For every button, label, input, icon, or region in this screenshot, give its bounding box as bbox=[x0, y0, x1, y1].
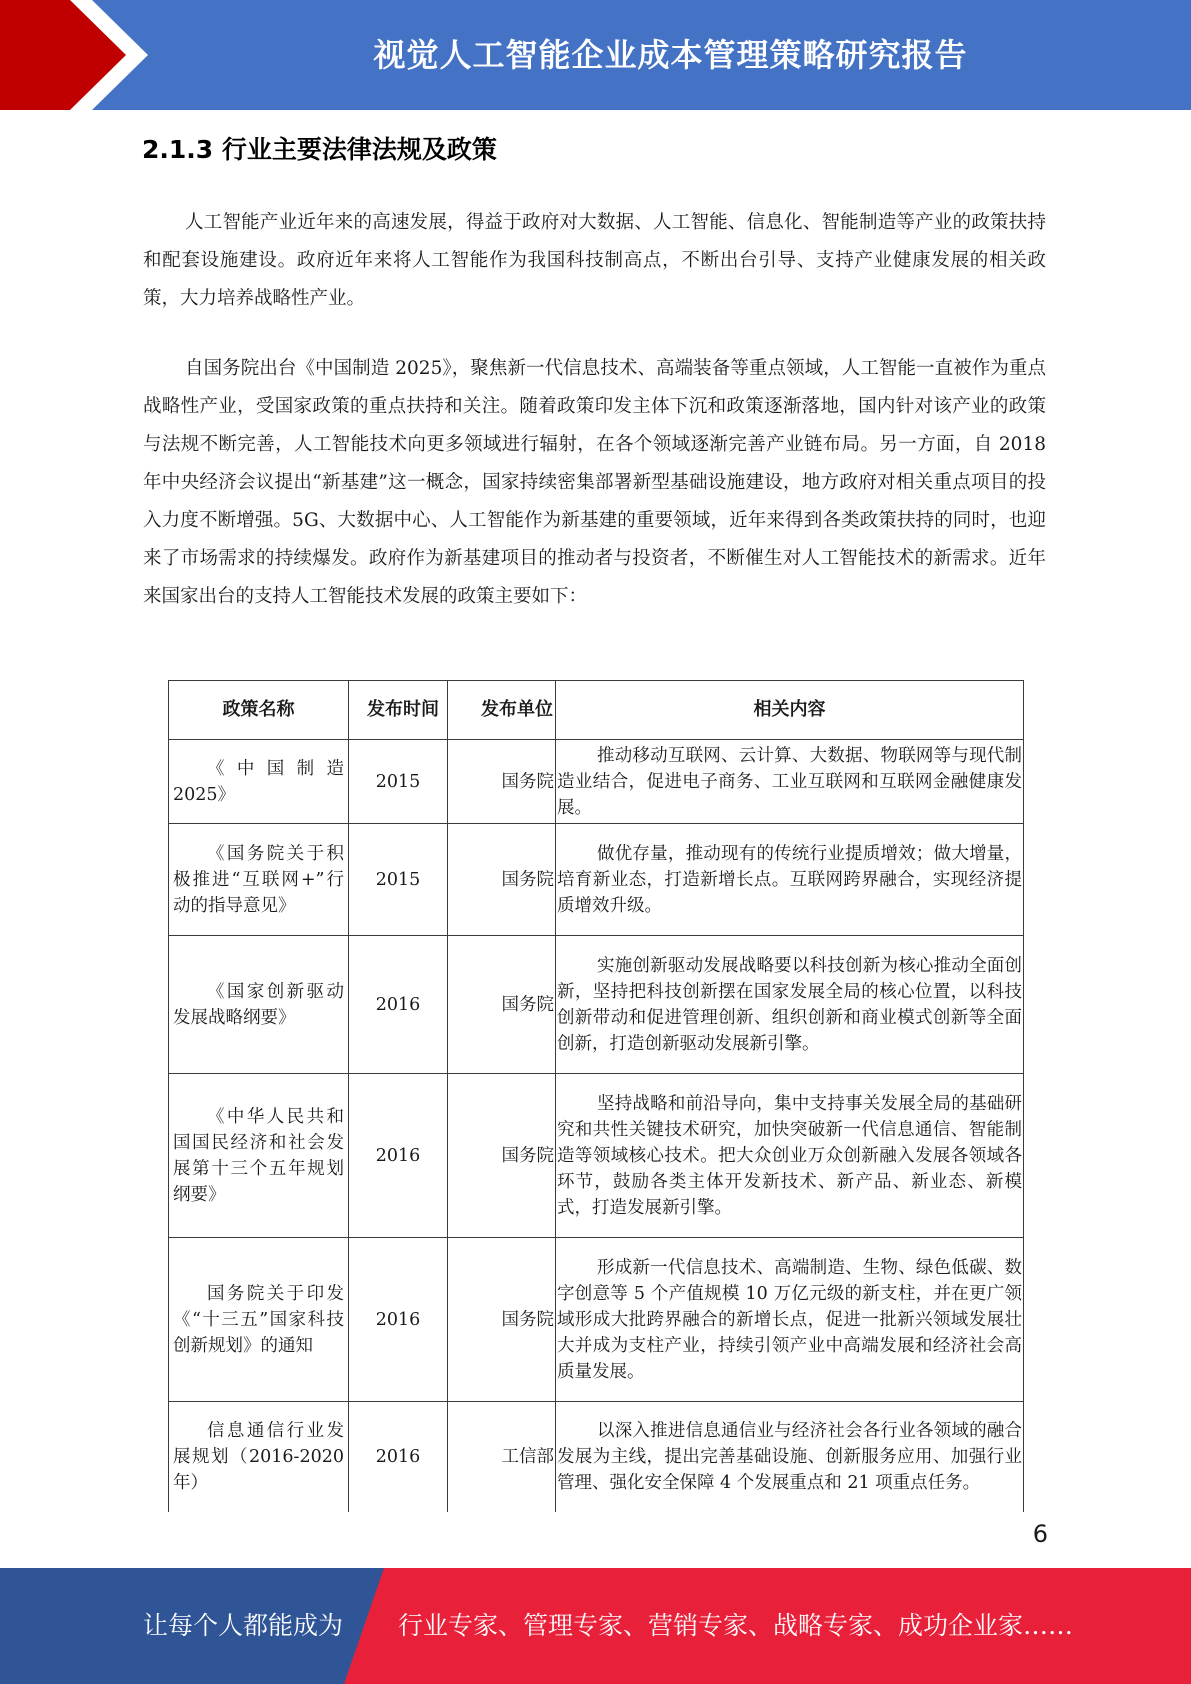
policy-name: 《中国制造 2025》 bbox=[169, 740, 349, 824]
header-publish-time: 发布时间 bbox=[349, 681, 448, 740]
policy-year: 2016 bbox=[349, 1402, 448, 1512]
table-row bbox=[169, 1074, 1024, 1238]
policy-name: 《国务院关于积极推进“互联网+”行动的指导意见》 bbox=[169, 824, 349, 936]
policy-content: 实施创新驱动发展战略要以科技创新为核心推动全面创新，坚持把科技创新摆在国家发展全局的核心位置，以科技创新带动和促进管理创新、组织创新和商业模式创新等全面创新，打造创新驱动发展新引擎。 bbox=[556, 936, 1024, 1074]
policy-year: 2016 bbox=[349, 1074, 448, 1238]
report-title: 视觉人工智能企业成本管理策略研究报告 bbox=[373, 36, 968, 74]
policy-content: 做优存量，推动现有的传统行业提质增效；做大增量，培育新业态，打造新增长点。互联网跨界融合，实现经济提质增效升级。 bbox=[556, 824, 1024, 936]
policy-publisher: 国务院 bbox=[448, 1238, 556, 1402]
header-publisher: 发布单位 bbox=[448, 681, 556, 740]
body-paragraph: 人工智能产业近年来的高速发展，得益于政府对大数据、人工智能、信息化、智能制造等产业的政策扶持和配套设施建设。政府近年来将人工智能作为我国科技制高点，不断出台引导、支持产业健康发展的相关政策，大力培养战略性产业。 bbox=[143, 212, 1046, 309]
table-row bbox=[169, 740, 1024, 824]
page-number: 6 bbox=[1032, 1520, 1048, 1548]
policy-publisher: 国务院 bbox=[448, 936, 556, 1074]
policy-name: 国务院关于印发《“十三五”国家科技创新规划》的通知 bbox=[169, 1238, 349, 1402]
table-row bbox=[169, 936, 1024, 1074]
header-chevron-decoration bbox=[0, 0, 200, 110]
policy-year: 2016 bbox=[349, 936, 448, 1074]
policy-name: 信息通信行业发展规划（2016-2020 年） bbox=[169, 1402, 349, 1512]
policy-publisher: 国务院 bbox=[448, 740, 556, 824]
policy-table bbox=[168, 680, 1024, 1512]
policy-content: 推动移动互联网、云计算、大数据、物联网等与现代制造业结合，促进电子商务、工业互联网和互联网金融健康发展。 bbox=[556, 740, 1024, 824]
section-heading: 2.1.3 行业主要法律法规及政策 bbox=[142, 135, 497, 164]
policy-publisher: 工信部 bbox=[448, 1402, 556, 1512]
policy-year: 2016 bbox=[349, 1238, 448, 1402]
policy-year: 2015 bbox=[349, 824, 448, 936]
page-footer bbox=[0, 1568, 1191, 1684]
table-row bbox=[169, 1238, 1024, 1402]
header-content: 相关内容 bbox=[556, 681, 1024, 740]
policy-content: 坚持战略和前沿导向，集中支持事关发展全局的基础研究和共性关键技术研究，加快突破新一代信息通信、智能制造等领域核心技术。把大众创业万众创新融入发展各领域各环节，鼓励各类主体开发新技术、新产品、新业态、新模式，打造发展新引擎。 bbox=[556, 1074, 1024, 1238]
policy-content: 以深入推进信息通信业与经济社会各行业各领域的融合发展为主线，提出完善基础设施、创新服务应用、加强行业管理、强化安全保障 4 个发展重点和 21 项重点任务。 bbox=[556, 1402, 1024, 1512]
policy-publisher: 国务院 bbox=[448, 824, 556, 936]
table-row bbox=[169, 824, 1024, 936]
body-paragraph: 自国务院出台《中国制造 2025》，聚焦新一代信息技术、高端装备等重点领域，人工智能一直被作为重点战略性产业，受国家政策的重点扶持和关注。随着政策印发主体下沉和政策逐渐落地，国内针对该产业的政策与法规不断完善，人工智能技术向更多领域进行辐射，在各个领域逐渐完善产业链布局。另一方面，自 2018 年中央经济会议提出“新基建”这一概念，国家持续密集部署新型基础设施建设，地方政府对相关重点项目的投入力度不断增强。5G、大数据中心、人工智能作为新基建的重要领域，近年来得到各类政策扶持的同时，也迎来了市场需求的持续爆发。政府作为新基建项目的推动者与投资者，不断催生对人工智能技术的新需求。近年来国家出台的支持人工智能技术发展的政策主要如下： bbox=[143, 358, 1046, 607]
policy-content: 形成新一代信息技术、高端制造、生物、绿色低碳、数字创意等 5 个产值规模 10 万亿元级的新支柱，并在更广领域形成大批跨界融合的新增长点，促进一批新兴领域发展壮大并成为支柱产业，持续引领产业中高端发展和经济社会高质量发展。 bbox=[556, 1238, 1024, 1402]
policy-publisher: 国务院 bbox=[448, 1074, 556, 1238]
policy-year: 2015 bbox=[349, 740, 448, 824]
footer-slogan-left: 让每个人都能成为 bbox=[143, 1611, 344, 1640]
header-policy-name: 政策名称 bbox=[169, 681, 349, 740]
table-row bbox=[169, 1402, 1024, 1512]
table-header-row bbox=[169, 681, 1024, 740]
footer-slogan-right: 行业专家、管理专家、营销专家、战略专家、成功企业家…… bbox=[398, 1611, 1074, 1640]
policy-name: 《国家创新驱动发展战略纲要》 bbox=[169, 936, 349, 1074]
page-header bbox=[0, 0, 1191, 110]
policy-name: 《中华人民共和国国民经济和社会发展第十三个五年规划纲要》 bbox=[169, 1074, 349, 1238]
